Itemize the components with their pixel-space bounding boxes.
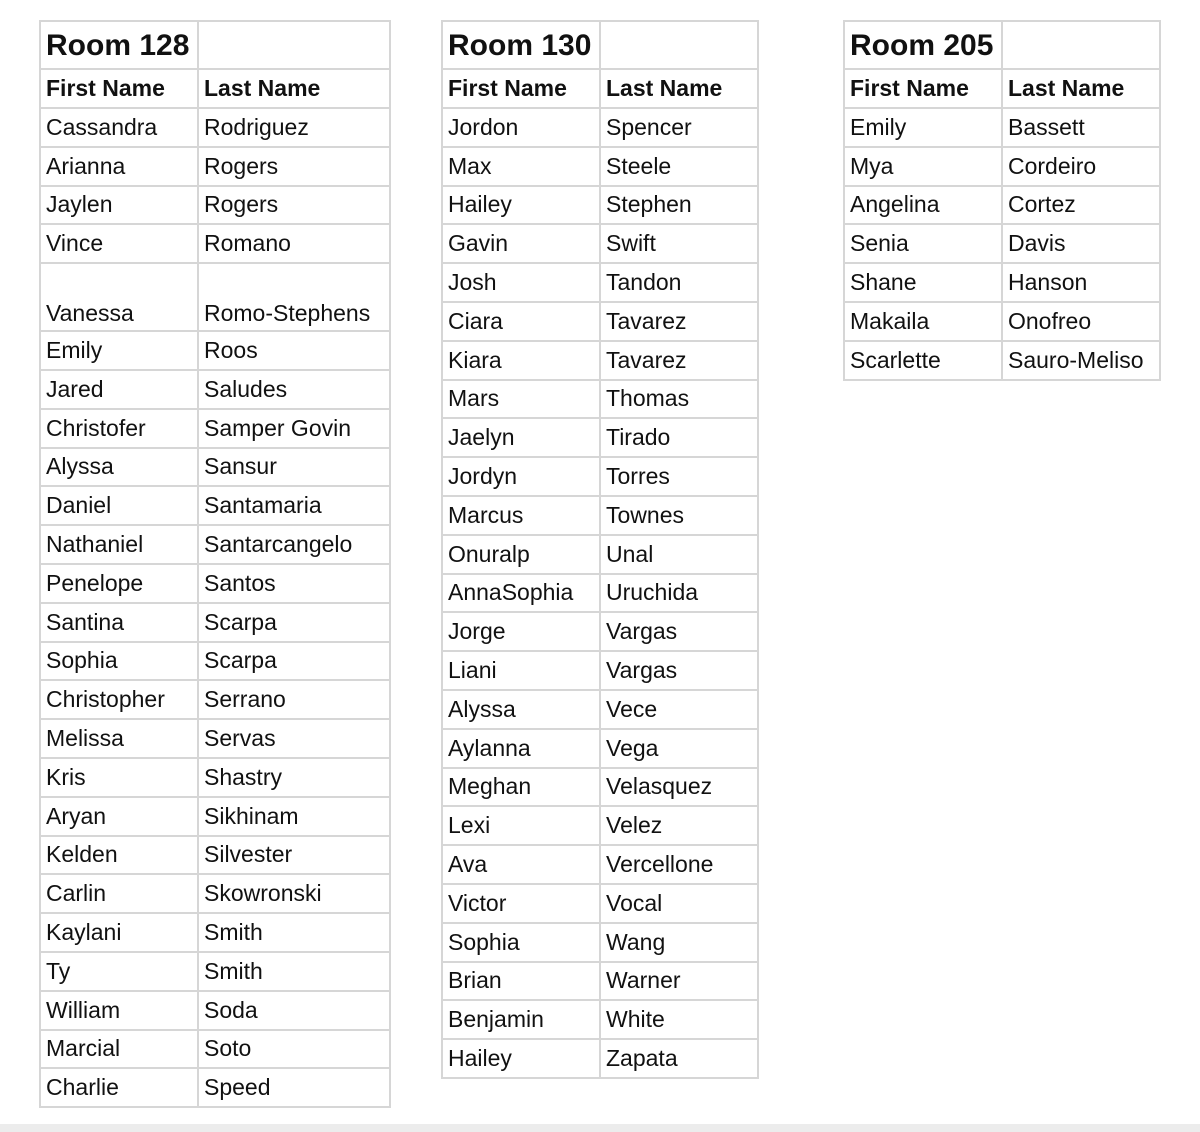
last-name-cell: Soda — [198, 991, 390, 1030]
last-name-cell: Torres — [600, 457, 758, 496]
last-name-cell: Vercellone — [600, 845, 758, 884]
first-name-cell: Melissa — [40, 719, 198, 758]
last-name-cell: Vocal — [600, 884, 758, 923]
last-name-cell: Vargas — [600, 651, 758, 690]
last-name-cell: Scarpa — [198, 642, 390, 681]
room-130-table — [441, 20, 759, 1079]
first-name-cell: Ty — [40, 952, 198, 991]
student-row — [40, 874, 390, 913]
first-name-cell: Senia — [844, 224, 1002, 263]
student-row — [442, 418, 758, 457]
student-row — [40, 913, 390, 952]
column-header-last-name: Last Name — [1002, 69, 1160, 108]
first-name-cell: Onuralp — [442, 535, 600, 574]
first-name-cell: Sophia — [442, 923, 600, 962]
student-row — [442, 574, 758, 613]
first-name-cell: Shane — [844, 263, 1002, 302]
first-name-cell: Makaila — [844, 302, 1002, 341]
student-row — [844, 147, 1160, 186]
student-row — [40, 224, 390, 263]
first-name-cell: Mars — [442, 380, 600, 419]
last-name-cell: Soto — [198, 1030, 390, 1069]
first-name-cell: Kris — [40, 758, 198, 797]
student-row — [442, 302, 758, 341]
last-name-cell: Romo-Stephens — [198, 263, 390, 331]
student-row — [442, 341, 758, 380]
last-name-cell: Steele — [600, 147, 758, 186]
first-name-cell: Vince — [40, 224, 198, 263]
first-name-cell: Kiara — [442, 341, 600, 380]
first-name-cell: Kaylani — [40, 913, 198, 952]
column-header-first-name: First Name — [442, 69, 600, 108]
student-row — [442, 962, 758, 1001]
last-name-cell: Hanson — [1002, 263, 1160, 302]
last-name-cell: Rodriguez — [198, 108, 390, 147]
last-name-cell: Swift — [600, 224, 758, 263]
last-name-cell: Skowronski — [198, 874, 390, 913]
first-name-cell: Liani — [442, 651, 600, 690]
first-name-cell: Victor — [442, 884, 600, 923]
last-name-cell: Davis — [1002, 224, 1160, 263]
last-name-cell: Serrano — [198, 680, 390, 719]
last-name-cell: Zapata — [600, 1039, 758, 1078]
first-name-cell: Kelden — [40, 836, 198, 875]
student-row — [442, 806, 758, 845]
student-row — [40, 525, 390, 564]
last-name-cell: Samper Govin — [198, 409, 390, 448]
room-title: Room 205 — [844, 21, 1002, 69]
first-name-cell: Penelope — [40, 564, 198, 603]
student-row — [442, 729, 758, 768]
last-name-cell: Roos — [198, 331, 390, 370]
student-row — [40, 719, 390, 758]
student-row — [442, 147, 758, 186]
first-name-cell: Jordon — [442, 108, 600, 147]
student-row — [442, 224, 758, 263]
last-name-cell: Shastry — [198, 758, 390, 797]
student-row — [442, 884, 758, 923]
header-row — [40, 69, 390, 108]
student-row — [40, 331, 390, 370]
student-row — [40, 952, 390, 991]
first-name-cell: Jaelyn — [442, 418, 600, 457]
last-name-cell: Vargas — [600, 612, 758, 651]
student-row — [40, 1030, 390, 1069]
last-name-cell: Scarpa — [198, 603, 390, 642]
last-name-cell: Onofreo — [1002, 302, 1160, 341]
first-name-cell: William — [40, 991, 198, 1030]
student-row — [442, 1039, 758, 1078]
first-name-cell: Vanessa — [40, 263, 198, 331]
student-row — [40, 680, 390, 719]
student-row — [40, 186, 390, 225]
student-row — [442, 108, 758, 147]
student-row — [40, 486, 390, 525]
student-row — [40, 564, 390, 603]
last-name-cell: Tavarez — [600, 341, 758, 380]
first-name-cell: Christopher — [40, 680, 198, 719]
first-name-cell: Hailey — [442, 186, 600, 225]
first-name-cell: Emily — [40, 331, 198, 370]
last-name-cell: Warner — [600, 962, 758, 1001]
first-name-cell: Hailey — [442, 1039, 600, 1078]
student-row — [442, 535, 758, 574]
first-name-cell: Mya — [844, 147, 1002, 186]
student-row — [442, 612, 758, 651]
first-name-cell: Carlin — [40, 874, 198, 913]
first-name-cell: Scarlette — [844, 341, 1002, 380]
last-name-cell: Romano — [198, 224, 390, 263]
room-205-table — [843, 20, 1161, 381]
first-name-cell: Max — [442, 147, 600, 186]
student-row — [442, 496, 758, 535]
last-name-cell: Wang — [600, 923, 758, 962]
first-name-cell: Lexi — [442, 806, 600, 845]
room-title-row — [442, 21, 758, 69]
column-header-last-name: Last Name — [198, 69, 390, 108]
column-header-last-name: Last Name — [600, 69, 758, 108]
last-name-cell: Stephen — [600, 186, 758, 225]
first-name-cell: Christofer — [40, 409, 198, 448]
room-title: Room 130 — [442, 21, 600, 69]
last-name-cell: Tavarez — [600, 302, 758, 341]
first-name-cell: Benjamin — [442, 1000, 600, 1039]
last-name-cell: Sikhinam — [198, 797, 390, 836]
student-row — [442, 1000, 758, 1039]
room-128-table — [39, 20, 391, 1108]
student-row — [844, 341, 1160, 380]
student-row — [40, 108, 390, 147]
room-title: Room 128 — [40, 21, 198, 69]
last-name-cell: White — [600, 1000, 758, 1039]
student-row — [40, 797, 390, 836]
first-name-cell: Jared — [40, 370, 198, 409]
first-name-cell: Santina — [40, 603, 198, 642]
last-name-cell: Sansur — [198, 448, 390, 487]
last-name-cell: Smith — [198, 913, 390, 952]
last-name-cell: Rogers — [198, 186, 390, 225]
column-header-first-name: First Name — [844, 69, 1002, 108]
first-name-cell: Marcial — [40, 1030, 198, 1069]
first-name-cell: Nathaniel — [40, 525, 198, 564]
student-row — [40, 448, 390, 487]
student-row — [442, 690, 758, 729]
first-name-cell: Jorge — [442, 612, 600, 651]
first-name-cell: Angelina — [844, 186, 1002, 225]
last-name-cell: Townes — [600, 496, 758, 535]
last-name-cell: Uruchida — [600, 574, 758, 613]
student-row — [442, 380, 758, 419]
last-name-cell: Rogers — [198, 147, 390, 186]
first-name-cell: Sophia — [40, 642, 198, 681]
student-row — [40, 836, 390, 875]
room-title-row — [844, 21, 1160, 69]
student-row — [442, 768, 758, 807]
first-name-cell: Aryan — [40, 797, 198, 836]
student-row — [40, 758, 390, 797]
student-row — [442, 923, 758, 962]
student-row — [40, 263, 390, 331]
last-name-cell: Santarcangelo — [198, 525, 390, 564]
student-row — [40, 642, 390, 681]
student-row — [442, 263, 758, 302]
last-name-cell: Spencer — [600, 108, 758, 147]
room-title-row — [40, 21, 390, 69]
first-name-cell: Jaylen — [40, 186, 198, 225]
last-name-cell: Santos — [198, 564, 390, 603]
first-name-cell: Arianna — [40, 147, 198, 186]
last-name-cell: Servas — [198, 719, 390, 758]
last-name-cell: Cordeiro — [1002, 147, 1160, 186]
student-row — [844, 186, 1160, 225]
first-name-cell: Josh — [442, 263, 600, 302]
first-name-cell: Aylanna — [442, 729, 600, 768]
student-row — [442, 845, 758, 884]
student-row — [40, 147, 390, 186]
header-row — [844, 69, 1160, 108]
first-name-cell: Ciara — [442, 302, 600, 341]
first-name-cell: Marcus — [442, 496, 600, 535]
last-name-cell: Speed — [198, 1068, 390, 1107]
first-name-cell: Jordyn — [442, 457, 600, 496]
first-name-cell: Alyssa — [442, 690, 600, 729]
student-row — [442, 651, 758, 690]
first-name-cell: Daniel — [40, 486, 198, 525]
student-row — [844, 108, 1160, 147]
last-name-cell: Velasquez — [600, 768, 758, 807]
first-name-cell: Cassandra — [40, 108, 198, 147]
first-name-cell: Gavin — [442, 224, 600, 263]
first-name-cell: AnnaSophia — [442, 574, 600, 613]
student-row — [442, 457, 758, 496]
last-name-cell: Cortez — [1002, 186, 1160, 225]
last-name-cell: Sauro-Meliso — [1002, 341, 1160, 380]
page-bottom-edge — [0, 1124, 1200, 1132]
first-name-cell: Ava — [442, 845, 600, 884]
last-name-cell: Santamaria — [198, 486, 390, 525]
last-name-cell: Tandon — [600, 263, 758, 302]
empty-cell — [198, 21, 390, 69]
empty-cell — [1002, 21, 1160, 69]
last-name-cell: Thomas — [600, 380, 758, 419]
student-row — [844, 224, 1160, 263]
last-name-cell: Saludes — [198, 370, 390, 409]
last-name-cell: Velez — [600, 806, 758, 845]
student-row — [40, 370, 390, 409]
first-name-cell: Emily — [844, 108, 1002, 147]
last-name-cell: Silvester — [198, 836, 390, 875]
student-row — [40, 991, 390, 1030]
first-name-cell: Alyssa — [40, 448, 198, 487]
last-name-cell: Smith — [198, 952, 390, 991]
header-row — [442, 69, 758, 108]
empty-cell — [600, 21, 758, 69]
column-header-first-name: First Name — [40, 69, 198, 108]
student-row — [40, 409, 390, 448]
last-name-cell: Vega — [600, 729, 758, 768]
last-name-cell: Tirado — [600, 418, 758, 457]
student-row — [844, 263, 1160, 302]
first-name-cell: Brian — [442, 962, 600, 1001]
student-row — [40, 603, 390, 642]
first-name-cell: Meghan — [442, 768, 600, 807]
last-name-cell: Vece — [600, 690, 758, 729]
student-row — [442, 186, 758, 225]
last-name-cell: Bassett — [1002, 108, 1160, 147]
student-row — [844, 302, 1160, 341]
first-name-cell: Charlie — [40, 1068, 198, 1107]
last-name-cell: Unal — [600, 535, 758, 574]
student-row — [40, 1068, 390, 1107]
